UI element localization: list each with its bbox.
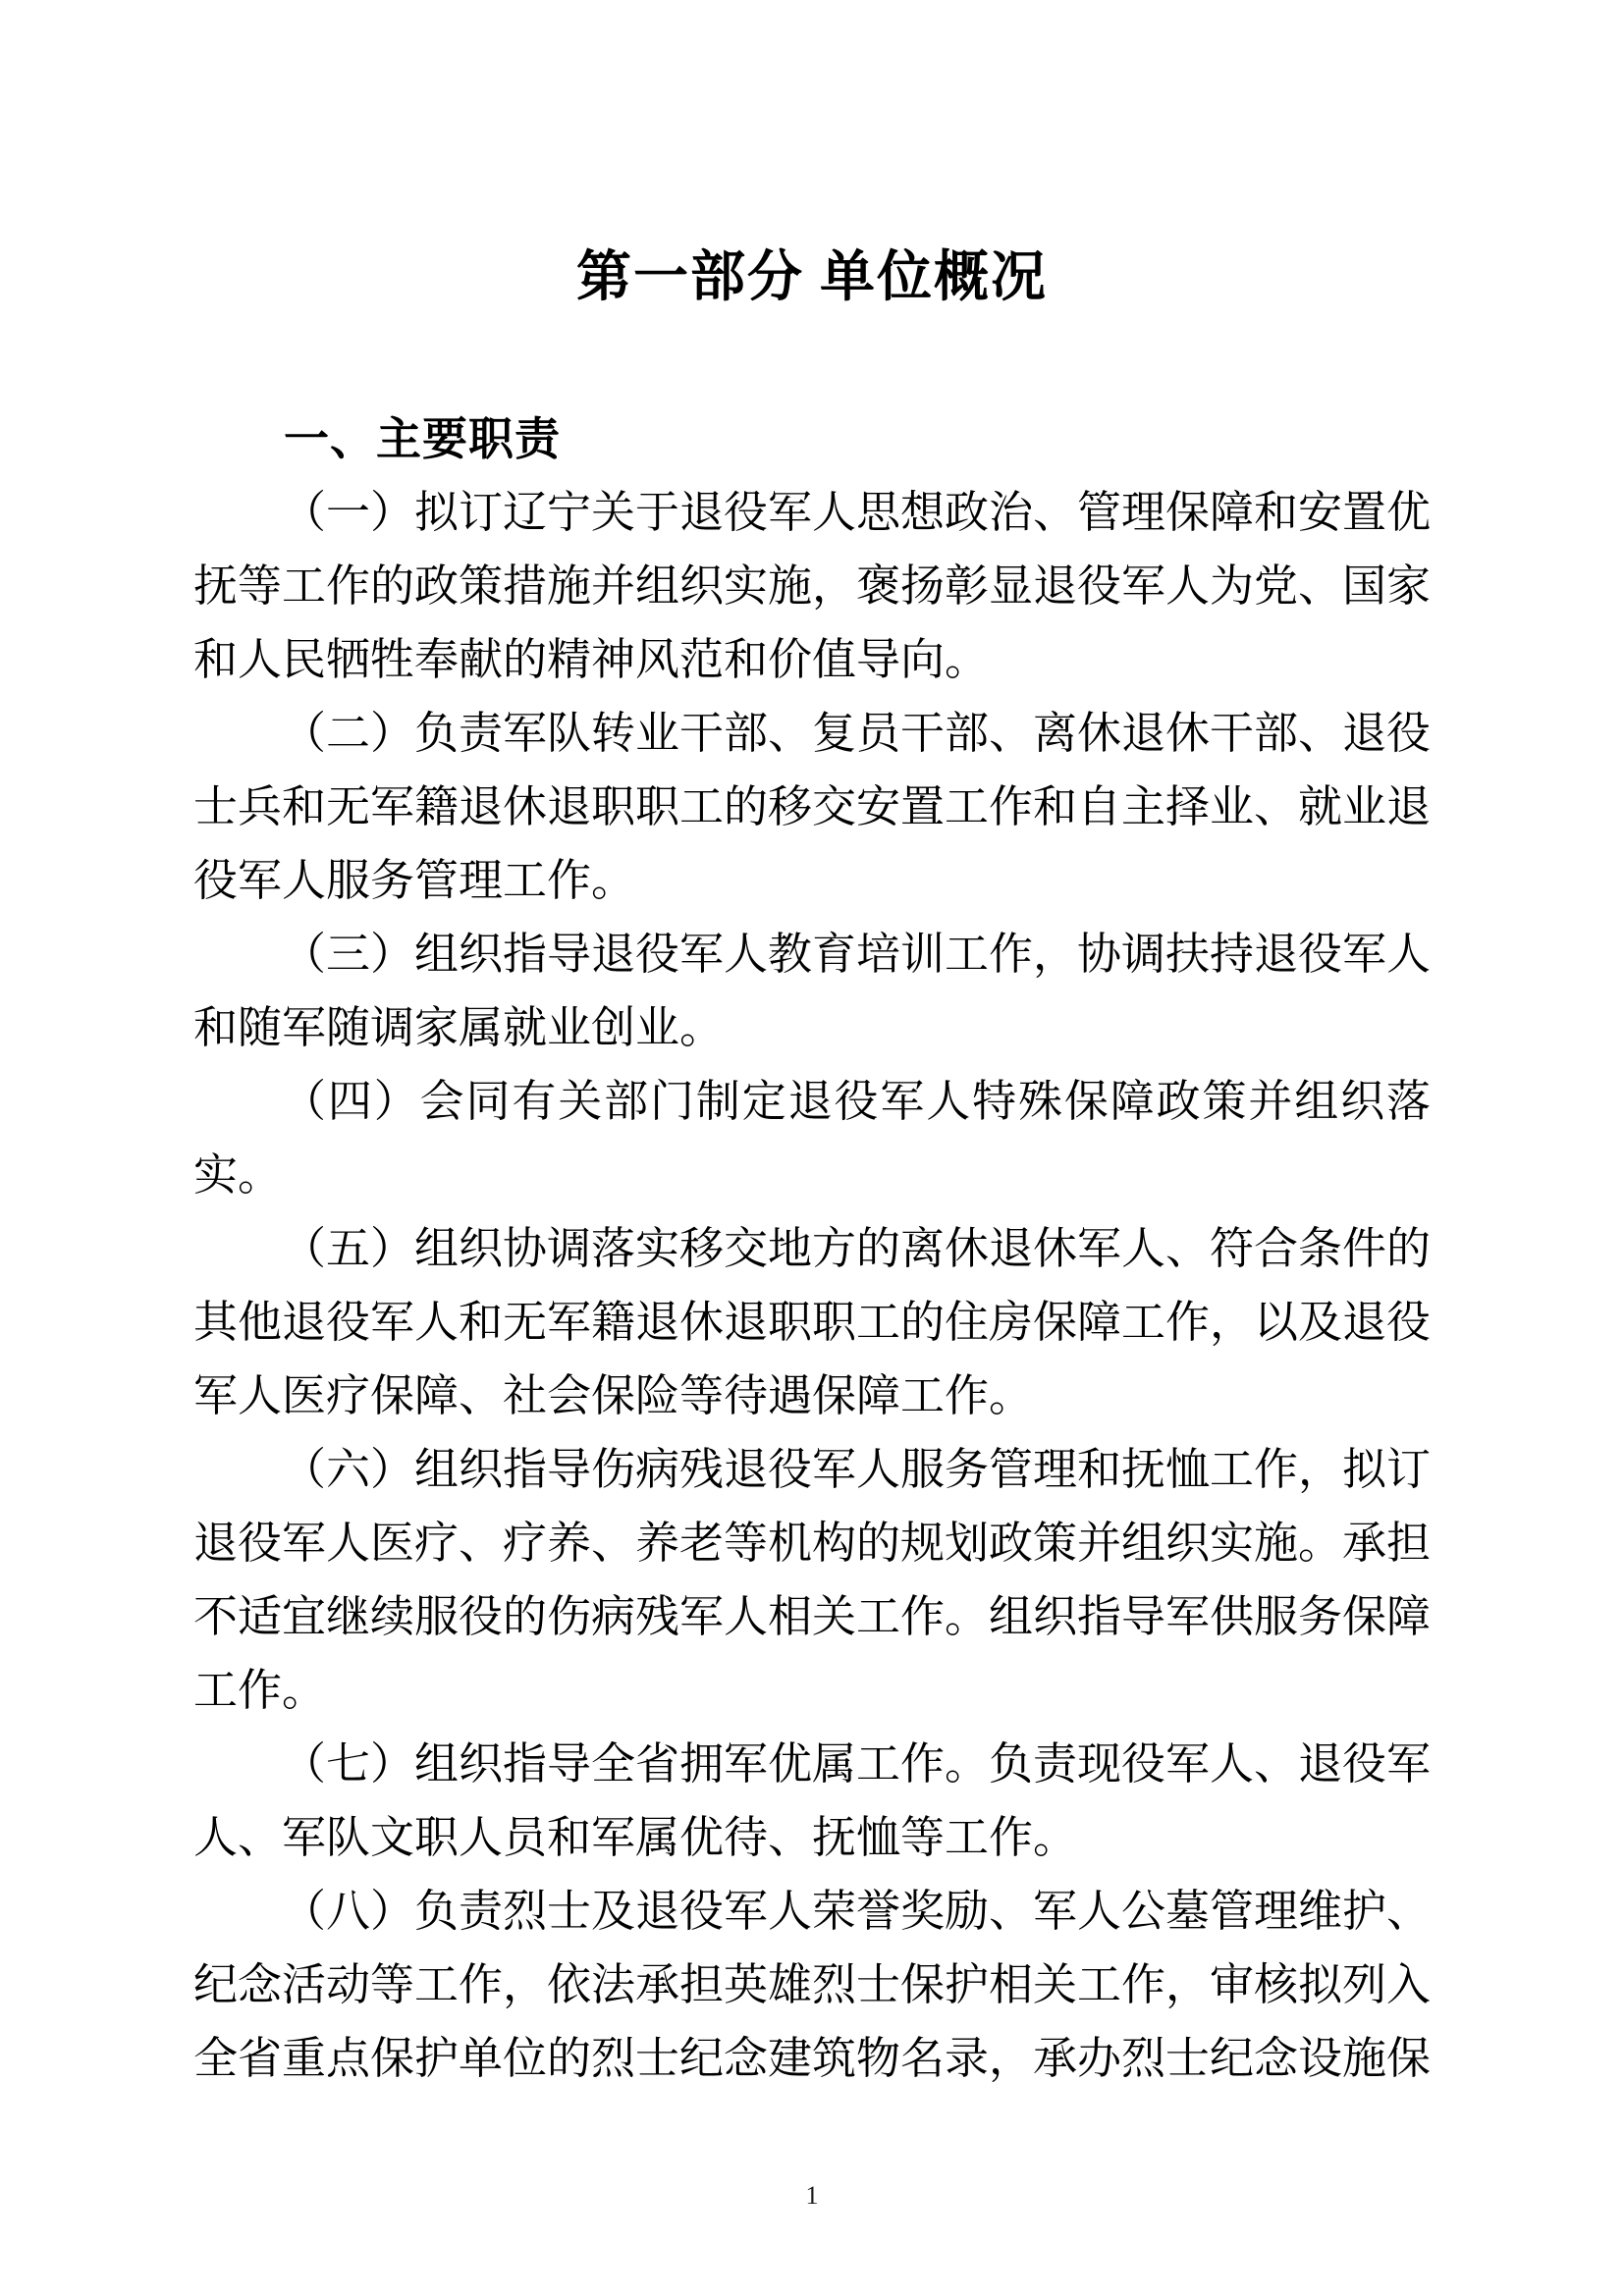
paragraph-7: （七）组织指导全省拥军优属工作。负责现役军人、退役军人、军队文职人员和军属优待、抚恤等工作。	[193, 1739, 1432, 1862]
paragraph-8: （八）负责烈士及退役军人荣誉奖励、军人公墓管理维护、纪念活动等工作，依法承担英雄烈士保护相关工作，审核拟列入全省重点保护单位的烈士纪念建筑物名录，承办烈士纪念设施保	[193, 1887, 1432, 2083]
section-heading: 一、主要职责	[284, 414, 561, 464]
document-content	[193, 239, 1431, 2096]
paragraph-5: （五）组织协调落实移交地方的离休退休军人、符合条件的其他退役军人和无军籍退休退职职工的住房保障工作，以及退役军人医疗保障、社会保险等待遇保障工作。	[193, 1224, 1432, 1420]
paragraph-6: （六）组织指导伤病残退役军人服务管理和抚恤工作，拟订退役军人医疗、疗养、养老等机构的规划政策并组织实施。承担不适宜继续服役的伤病残军人相关工作。组织指导军供服务保障工作。	[193, 1445, 1432, 1715]
page-number: 1	[805, 2181, 819, 2210]
paragraph-3: （三）组织指导退役军人教育培训工作，协调扶持退役军人和随军随调家属就业创业。	[193, 930, 1432, 1052]
page-title: 第一部分 单位概况	[576, 247, 1048, 308]
paragraph-4: （四）会同有关部门制定退役军人特殊保障政策并组织落实。	[193, 1077, 1431, 1200]
paragraph-2: （二）负责军队转业干部、复员干部、离休退休干部、退役士兵和无军籍退休退职职工的移交安置工作和自主择业、就业退役军人服务管理工作。	[193, 709, 1432, 905]
paragraph-1: （一）拟订辽宁关于退役军人思想政治、管理保障和安置优抚等工作的政策措施并组织实施，褒扬彰显退役军人为党、国家和人民牺牲奉献的精神风范和价值导向。	[193, 488, 1432, 684]
